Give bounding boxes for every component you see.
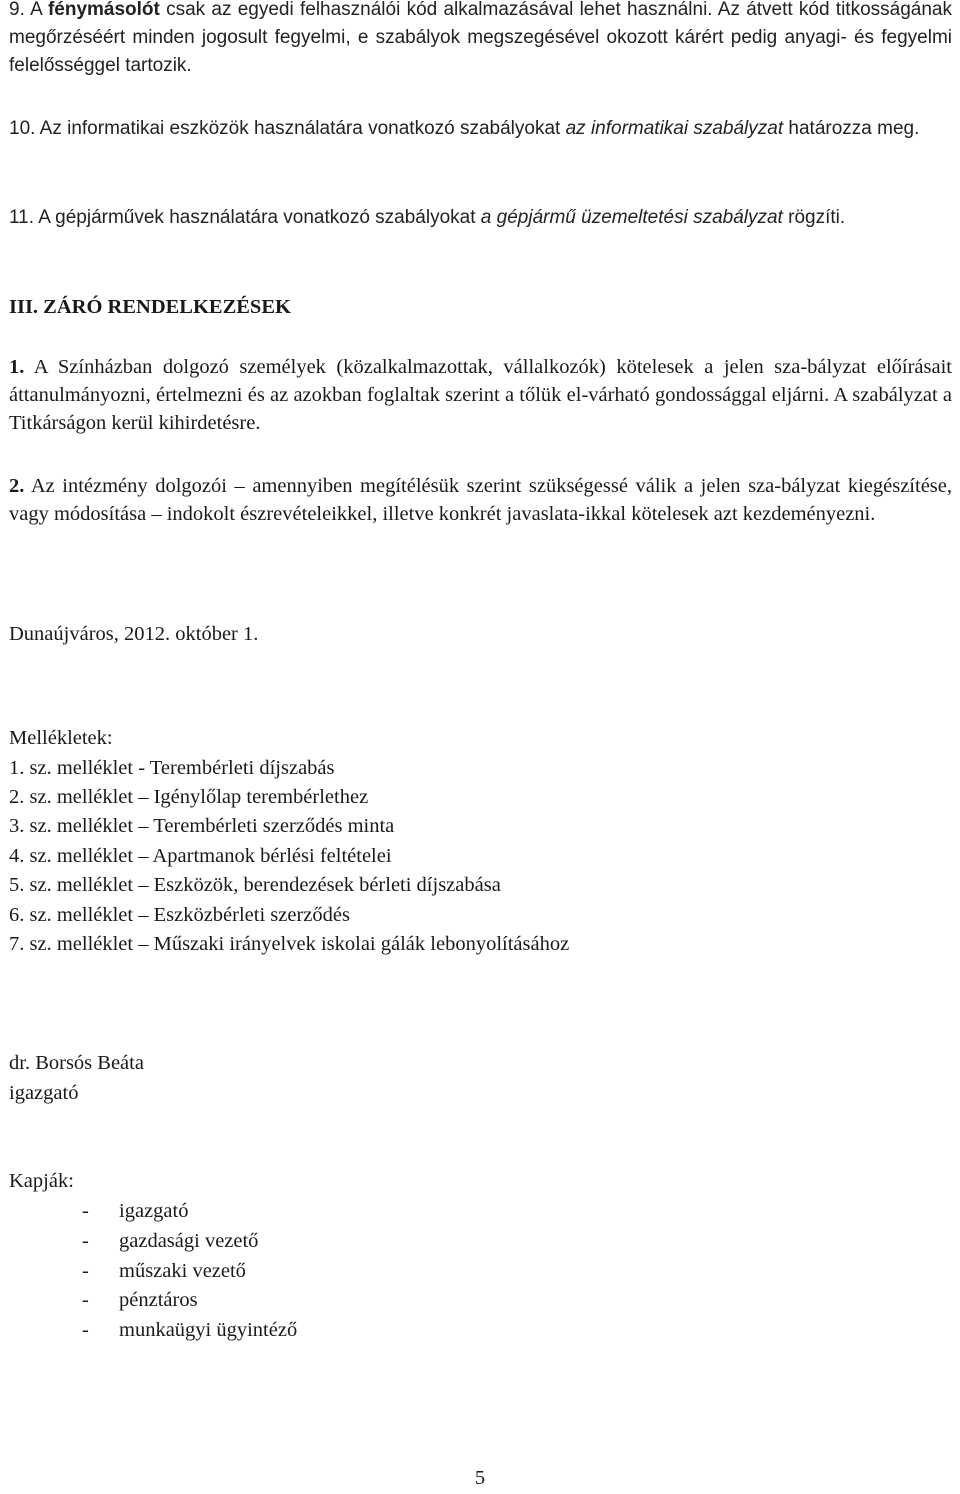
recipient-item: - gazdasági vezető xyxy=(82,1230,259,1252)
paragraph-11: 11. A gépjárművek használatára vonatkozó szabályokat a gépjármű üzemeltetési szabályzat rögzíti. xyxy=(9,207,846,228)
attachment-item: 3. sz. melléklet – Terembérleti szerződés minta xyxy=(9,815,395,837)
attachment-item: 2. sz. melléklet – Igénylőlap terembérlethez xyxy=(9,786,369,808)
place-date: Dunaújváros, 2012. október 1. xyxy=(9,623,259,645)
attachments-title: Mellékletek: xyxy=(9,727,113,749)
paragraph-11-italic: a gépjármű üzemeltetési szabályzat xyxy=(480,207,783,228)
paragraph-9-number: 9. xyxy=(9,0,25,20)
attachment-item: 4. sz. melléklet – Apartmanok bérlési feltételei xyxy=(9,845,392,867)
paragraph-9-bold-term: fénymásolót xyxy=(47,0,160,20)
section-paragraph-1: 1. A Színházban dolgozó személyek (közalkalmazottak, vállalkozók) kötelesek a jelen sza-bályzat előírásait áttanulmányozni, értelmezni és az azokban foglaltak szerint a tőlük el-várható gondossággal eljárni. A szabályzat a Titkárságon kerül kihirdetésre. xyxy=(9,356,952,434)
recipients-title: Kapják: xyxy=(9,1170,74,1192)
section-paragraph-1-number: 1. xyxy=(9,356,25,378)
paragraph-10-number: 10. xyxy=(9,118,36,139)
section-paragraph-2-number: 2. xyxy=(9,475,25,497)
recipient-item: - műszaki vezető xyxy=(82,1260,246,1282)
signatory-name: dr. Borsós Beáta xyxy=(9,1052,144,1074)
section-heading: III. ZÁRÓ RENDELKEZÉSEK xyxy=(9,296,291,318)
section-paragraph-2: 2. Az intézmény dolgozói – amennyiben megítélésük szerint szükségessé válik a jelen sza-bályzat kiegészítése, vagy módosítása – indokolt észrevételeikkel, illetve konkrét javaslata-ikkal kötelesek azt kezdeményezni. xyxy=(9,475,952,525)
paragraph-9: 9. A fénymásolót csak az egyedi felhasználói kód alkalmazásával lehet használni. Az átvett kód titkosságának megőrzéséért minden jogosult fegyelmi, e szabályok megszegésével okozott kárért pedig anyagi- és fegyelmi felelősséggel tartozik. xyxy=(9,0,952,76)
recipient-item: - igazgató xyxy=(82,1200,189,1222)
attachment-item: 7. sz. melléklet – Műszaki irányelvek iskolai gálák lebonyolításához xyxy=(9,933,570,955)
attachment-item: 1. sz. melléklet - Terembérleti díjszabás xyxy=(9,757,335,779)
paragraph-10-italic: az informatikai szabályzat xyxy=(565,118,784,139)
recipient-item: - munkaügyi ügyintéző xyxy=(82,1319,298,1341)
paragraph-11-number: 11. xyxy=(9,207,35,228)
attachment-item: 6. sz. melléklet – Eszközbérleti szerződés xyxy=(9,904,350,926)
page-number: 5 xyxy=(474,1467,486,1489)
signatory-role: igazgató xyxy=(9,1082,79,1104)
attachment-item: 5. sz. melléklet – Eszközök, berendezések bérleti díjszabása xyxy=(9,874,501,896)
recipient-item: - pénztáros xyxy=(82,1289,198,1311)
paragraph-10: 10. Az informatikai eszközök használatára vonatkozó szabályokat az informatikai szabályzat határozza meg. xyxy=(9,118,920,139)
